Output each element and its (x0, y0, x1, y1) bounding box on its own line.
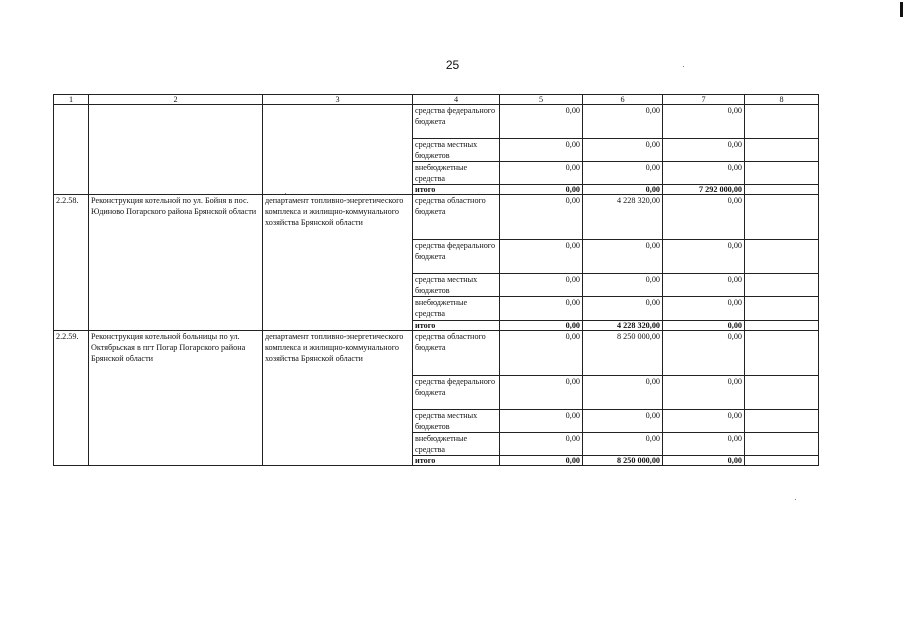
item-name: Реконструкция котельной больницы по ул. Октябрьская в пгт Погар Погарского района Брянской области (89, 330, 263, 465)
column-number-row (54, 95, 819, 105)
value-col8 (745, 185, 819, 195)
item-executor: департамент топливно-энергетического комплекса и жилищно-коммунального хозяйства Брянской области (263, 330, 413, 465)
value-col6: 0,00 (583, 139, 663, 162)
value-col5: 0,00 (500, 105, 583, 139)
value-col7: 0,00 (663, 375, 745, 409)
item-code: 2.2.59. (54, 330, 89, 465)
value-col7: 0,00 (663, 195, 745, 240)
value-col7: 0,00 (663, 320, 745, 330)
funding-source: средства федерального бюджета (413, 240, 500, 274)
value-col6: 0,00 (583, 432, 663, 455)
value-col6: 0,00 (583, 297, 663, 320)
value-col5: 0,00 (500, 240, 583, 274)
scan-edge-mark (900, 2, 903, 17)
value-col7: 0,00 (663, 330, 745, 375)
value-col6: 0,00 (583, 162, 663, 185)
value-col7: 0,00 (663, 409, 745, 432)
funding-source: внебюджетные средства (413, 162, 500, 185)
value-col5: 0,00 (500, 195, 583, 240)
value-col5: 0,00 (500, 330, 583, 375)
value-col8 (745, 240, 819, 274)
value-col5: 0,00 (500, 375, 583, 409)
table-row (54, 105, 819, 139)
value-col8 (745, 274, 819, 297)
funding-source: средства местных бюджетов (413, 274, 500, 297)
value-col8 (745, 330, 819, 375)
value-col6: 0,00 (583, 274, 663, 297)
value-col6: 0,00 (583, 240, 663, 274)
value-col7: 0,00 (663, 105, 745, 139)
funding-source: внебюджетные средства (413, 432, 500, 455)
value-col5: 0,00 (500, 274, 583, 297)
page-number: 25 (445, 58, 460, 72)
value-col5: 0,00 (500, 139, 583, 162)
value-col7: 0,00 (663, 297, 745, 320)
value-col6: 8 250 000,00 (583, 455, 663, 465)
value-col7: 0,00 (663, 240, 745, 274)
budget-table (53, 94, 819, 466)
executor-cell (263, 105, 413, 195)
value-col8 (745, 455, 819, 465)
name-cell (89, 105, 263, 195)
funding-source: итого (413, 320, 500, 330)
value-col5: 0,00 (500, 297, 583, 320)
funding-source: средства федерального бюджета (413, 105, 500, 139)
value-col8 (745, 195, 819, 240)
funding-source: средства местных бюджетов (413, 409, 500, 432)
value-col6: 4 228 320,00 (583, 320, 663, 330)
funding-source: средства федерального бюджета (413, 375, 500, 409)
value-col8 (745, 139, 819, 162)
value-col8 (745, 409, 819, 432)
item-executor: департамент топливно-энергетического комплекса и жилищно-коммунального хозяйства Брянской области (263, 195, 413, 330)
value-col7: 0,00 (663, 455, 745, 465)
funding-source: средства областного бюджета (413, 330, 500, 375)
value-col7: 7 292 000,00 (663, 185, 745, 195)
funding-source: внебюджетные средства (413, 297, 500, 320)
value-col8 (745, 375, 819, 409)
column-header: 7 (663, 95, 745, 105)
value-col5: 0,00 (500, 320, 583, 330)
value-col6: 4 228 320,00 (583, 195, 663, 240)
value-col5: 0,00 (500, 162, 583, 185)
value-col6: 0,00 (583, 105, 663, 139)
value-col7: 0,00 (663, 432, 745, 455)
value-col5: 0,00 (500, 455, 583, 465)
table-row (54, 330, 819, 375)
value-col7: 0,00 (663, 162, 745, 185)
value-col6: 0,00 (583, 185, 663, 195)
funding-source: средства областного бюджета (413, 195, 500, 240)
funding-source: средства местных бюджетов (413, 139, 500, 162)
column-header: 3 (263, 95, 413, 105)
column-header: 2 (89, 95, 263, 105)
column-header: 6 (583, 95, 663, 105)
value-col6: 8 250 000,00 (583, 330, 663, 375)
code-cell (54, 105, 89, 195)
value-col8 (745, 105, 819, 139)
funding-source: итого (413, 455, 500, 465)
value-col6: 0,00 (583, 409, 663, 432)
value-col8 (745, 320, 819, 330)
value-col5: 0,00 (500, 409, 583, 432)
scan-speck (795, 499, 796, 500)
value-col7: 0,00 (663, 274, 745, 297)
value-col5: 0,00 (500, 432, 583, 455)
value-col6: 0,00 (583, 375, 663, 409)
column-header: 8 (745, 95, 819, 105)
column-header: 5 (500, 95, 583, 105)
value-col8 (745, 162, 819, 185)
item-name: Реконструкция котельной по ул. Бойня в пос. Юдиново Погарского района Брянской области (89, 195, 263, 330)
funding-source: итого (413, 185, 500, 195)
value-col7: 0,00 (663, 139, 745, 162)
column-header: 1 (54, 95, 89, 105)
value-col8 (745, 297, 819, 320)
value-col8 (745, 432, 819, 455)
value-col5: 0,00 (500, 185, 583, 195)
item-code: 2.2.58. (54, 195, 89, 330)
table-row (54, 195, 819, 240)
column-header: 4 (413, 95, 500, 105)
